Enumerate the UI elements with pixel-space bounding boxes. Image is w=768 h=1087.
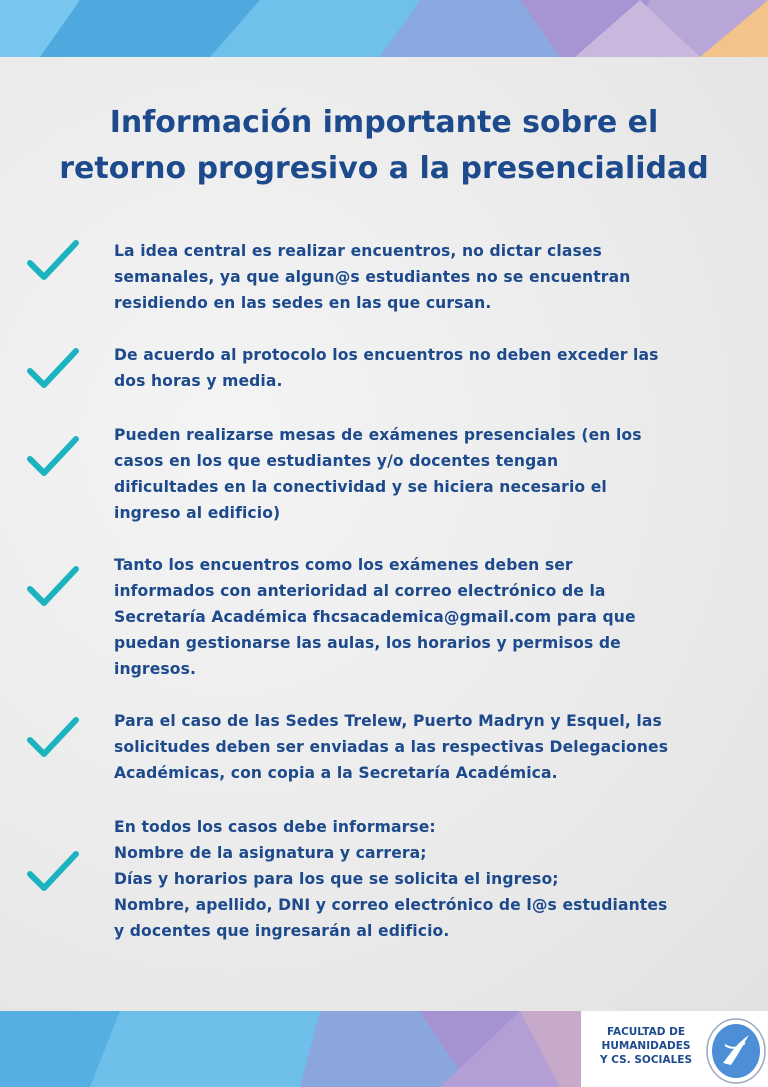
item-line: En todos los casos debe informarse:: [114, 818, 436, 836]
item-line: Nombre de la asignatura y carrera;: [114, 844, 427, 862]
university-seal-icon: [705, 1015, 767, 1085]
item-line: ingresos.: [114, 660, 196, 678]
institution-name-line: FACULTAD DE: [606, 1026, 685, 1038]
item-line: dos horas y media.: [114, 372, 283, 390]
item-line: y docentes que ingresarán al edificio.: [114, 922, 450, 940]
item-line: puedan gestionarse las aulas, los horarios y permisos de: [114, 634, 621, 652]
item-line: Tanto los encuentros como los exámenes deben ser: [114, 556, 573, 574]
item-line: Nombre, apellido, DNI y correo electrónico de l@s estudiantes: [114, 896, 668, 914]
check-icon: [26, 347, 80, 391]
item-line: dificultades en la conectividad y se hiciera necesario el: [114, 478, 607, 496]
item-line: Para el caso de las Sedes Trelew, Puerto Madryn y Esquel, las: [114, 712, 662, 730]
top-decorative-band: [0, 0, 768, 57]
item-line: De acuerdo al protocolo los encuentros no deben exceder las: [114, 346, 659, 364]
item-line: residiendo en las sedes en las que cursan.: [114, 294, 492, 312]
item-line: casos en los que estudiantes y/o docentes tengan: [114, 452, 559, 470]
item-line: La idea central es realizar encuentros, no dictar clases: [114, 242, 602, 260]
item-line: informados con anterioridad al correo electrónico de la: [114, 582, 606, 600]
item-line: semanales, ya que algun@s estudiantes no se encuentran: [114, 268, 631, 286]
check-icon: [26, 716, 80, 760]
item-line: Académicas, con copia a la Secretaría Académica.: [114, 764, 558, 782]
item-line: Pueden realizarse mesas de exámenes presenciales (en los: [114, 426, 642, 444]
item-text: [114, 238, 701, 316]
title-line-1: Información importante sobre el: [109, 105, 659, 140]
institution-name: [589, 1025, 703, 1067]
item-line: Días y horarios para los que se solicita el ingreso;: [114, 870, 559, 888]
item-line: ingreso al edificio): [114, 504, 281, 522]
page-title: [40, 100, 728, 192]
institution-name-line: Y CS. SOCIALES: [599, 1054, 693, 1066]
item-text: [114, 708, 701, 786]
check-icon: [26, 435, 80, 479]
title-line-2: retorno progresivo a la presencialidad: [59, 151, 709, 186]
check-icon: [26, 565, 80, 609]
item-text: [114, 814, 701, 944]
item-line: Secretaría Académica fhcsacademica@gmail.com para que: [114, 608, 636, 626]
item-line: solicitudes deben ser enviadas a las respectivas Delegaciones: [114, 738, 669, 756]
top-band-shapes: [0, 0, 768, 57]
check-icon: [26, 850, 80, 894]
institution-logo: [581, 1011, 768, 1087]
item-text: [114, 552, 701, 682]
item-text: [114, 342, 701, 394]
item-text: [114, 422, 701, 526]
institution-name-line: HUMANIDADES: [601, 1040, 691, 1052]
check-icon: [26, 239, 80, 283]
